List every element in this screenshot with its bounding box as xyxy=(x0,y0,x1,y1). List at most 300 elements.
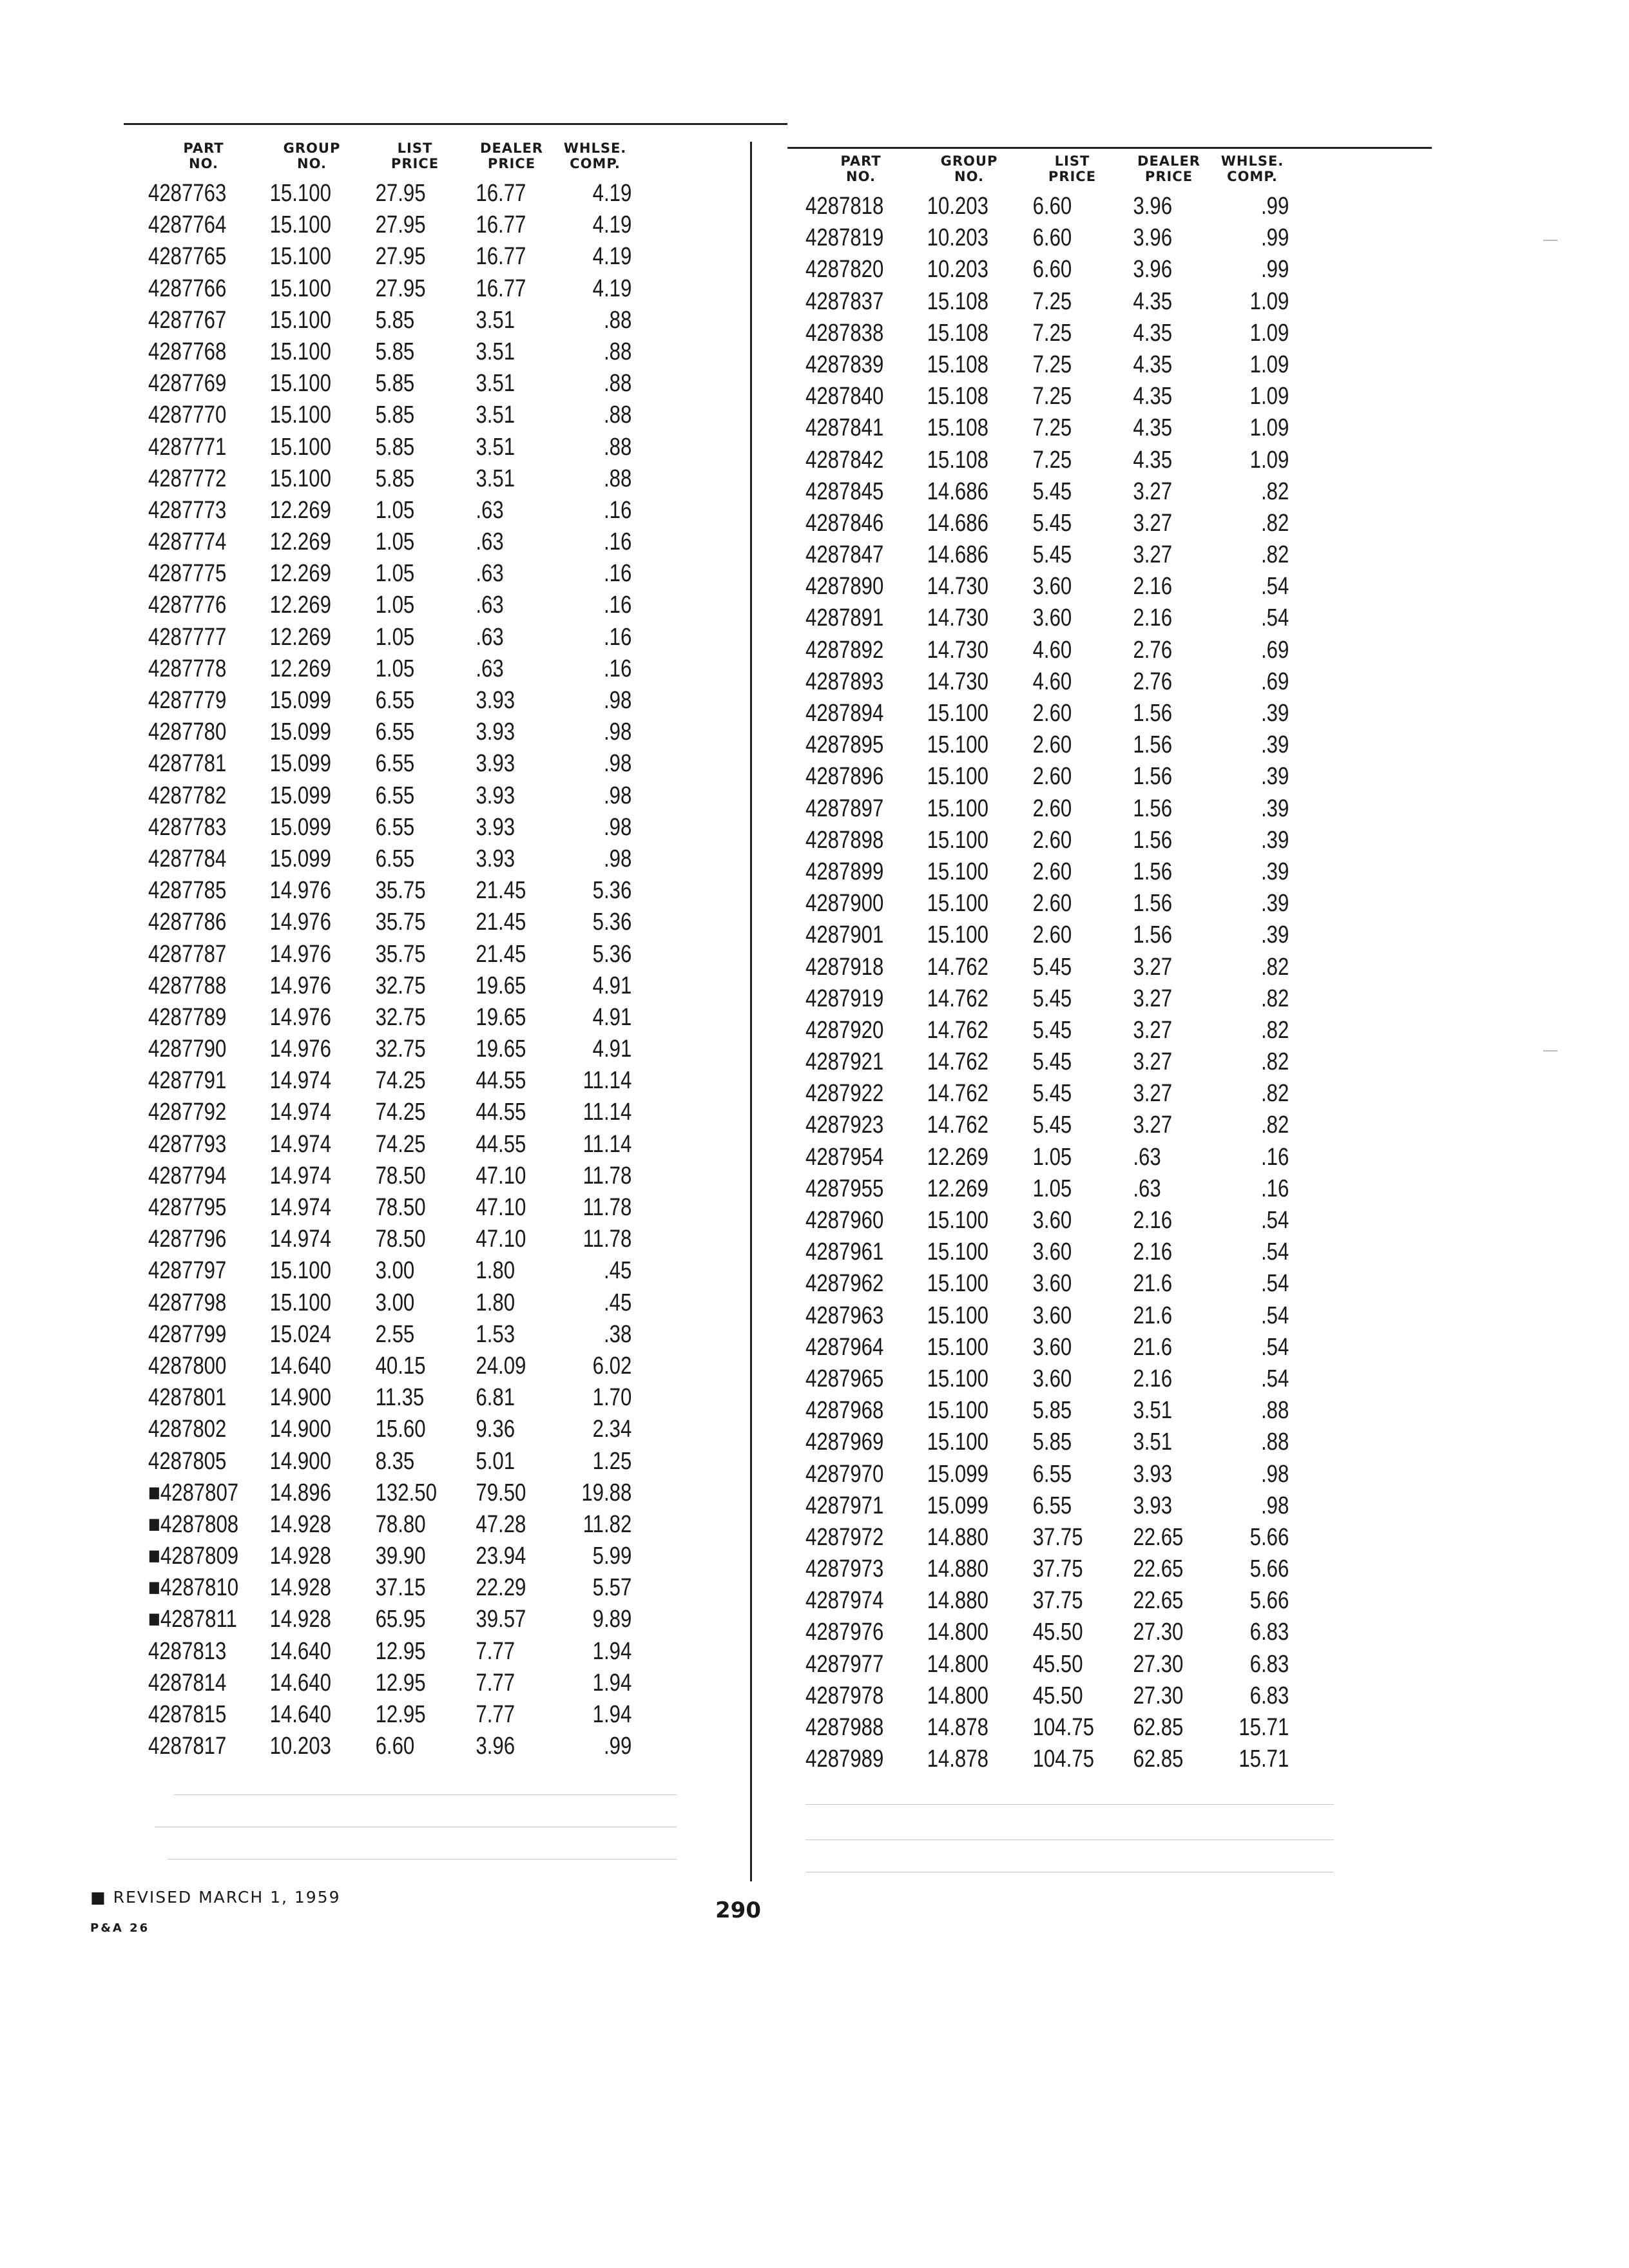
group-no-cell: 14.762 xyxy=(927,1016,988,1044)
group-no-cell: 14.900 xyxy=(269,1384,331,1412)
group-no-cell: 15.100 xyxy=(269,211,331,239)
part-no-cell: 4287793 xyxy=(148,1130,227,1158)
table-row xyxy=(805,1142,1411,1173)
dealer-price-cell: 2.76 xyxy=(1133,668,1173,695)
list-price-cell: 7.25 xyxy=(1032,446,1072,474)
dealer-price-cell: 79.50 xyxy=(476,1479,526,1506)
part-no-cell: 4287922 xyxy=(805,1080,884,1108)
table-row xyxy=(148,241,728,273)
list-price-cell: 5.45 xyxy=(1032,1016,1072,1044)
whlse-comp-cell: 5.66 xyxy=(1249,1587,1289,1615)
group-no-cell: 15.100 xyxy=(927,763,988,791)
whlse-comp-cell: 15.71 xyxy=(1239,1745,1289,1773)
whlse-comp-cell: .16 xyxy=(603,591,632,619)
dealer-price-cell: .63 xyxy=(476,560,504,588)
table-row xyxy=(148,305,728,336)
list-price-cell: 5.45 xyxy=(1032,1080,1072,1108)
group-no-cell: 15.100 xyxy=(927,1270,988,1298)
table-row xyxy=(148,843,728,875)
dealer-price-cell: 2.16 xyxy=(1133,573,1173,601)
group-no-cell: 15.024 xyxy=(269,1320,331,1348)
list-price-cell: 3.60 xyxy=(1032,604,1072,632)
list-price-cell: 12.95 xyxy=(375,1669,426,1696)
dealer-price-cell: 3.27 xyxy=(1133,1016,1173,1044)
table-row xyxy=(805,793,1411,825)
list-price-cell: 74.25 xyxy=(375,1099,426,1126)
dealer-price-cell: .63 xyxy=(476,591,504,619)
table-row xyxy=(148,1477,728,1509)
group-no-cell: 15.108 xyxy=(927,446,988,474)
table-row xyxy=(148,558,728,590)
group-no-cell: 14.928 xyxy=(269,1574,331,1602)
part-no-cell: 4287989 xyxy=(805,1745,884,1773)
dealer-price-cell: 7.77 xyxy=(476,1637,516,1665)
header-list-price: LIST PRICE xyxy=(1048,153,1097,184)
list-price-cell: 5.45 xyxy=(1032,1111,1072,1139)
part-no-cell: 4287763 xyxy=(148,180,227,207)
whlse-comp-cell: 6.83 xyxy=(1249,1682,1289,1709)
dealer-price-cell: 3.51 xyxy=(476,465,516,492)
header-dealer-price: DEALER PRICE xyxy=(1137,153,1200,184)
part-no-cell: 4287819 xyxy=(805,224,884,252)
whlse-comp-cell: 5.66 xyxy=(1249,1555,1289,1583)
whlse-comp-cell: .39 xyxy=(1260,794,1289,822)
list-price-cell: 5.45 xyxy=(1032,953,1072,981)
list-price-cell: 12.95 xyxy=(375,1701,426,1728)
table-row xyxy=(148,1636,728,1667)
list-price-cell: 3.60 xyxy=(1032,1365,1072,1392)
dealer-price-cell: 3.51 xyxy=(476,338,516,365)
table-row xyxy=(148,1224,728,1255)
whlse-comp-cell: .16 xyxy=(603,655,632,682)
dealer-price-cell: 44.55 xyxy=(476,1130,526,1158)
list-price-cell: 6.55 xyxy=(1032,1460,1072,1488)
table-row xyxy=(148,1287,728,1319)
group-no-cell: 15.100 xyxy=(269,1289,331,1316)
dealer-price-cell: 3.93 xyxy=(476,687,516,714)
group-no-cell: 15.100 xyxy=(927,826,988,854)
whlse-comp-cell: 6.02 xyxy=(592,1352,632,1379)
table-row xyxy=(805,254,1411,285)
group-no-cell: 14.974 xyxy=(269,1099,331,1126)
part-no-cell: 4287783 xyxy=(148,813,227,841)
whlse-comp-cell: 11.14 xyxy=(583,1130,632,1158)
table-row xyxy=(148,1097,728,1128)
part-no-cell: 4287920 xyxy=(805,1016,884,1044)
part-no-cell: 4287898 xyxy=(805,826,884,854)
list-price-cell: 4.60 xyxy=(1032,668,1072,695)
group-no-cell: 15.099 xyxy=(927,1492,988,1519)
part-no-cell: 4287794 xyxy=(148,1162,227,1189)
dealer-price-cell: .63 xyxy=(476,655,504,682)
table-row xyxy=(805,602,1411,634)
list-price-cell: 5.85 xyxy=(375,370,415,398)
list-price-cell: 35.75 xyxy=(375,940,426,968)
dealer-price-cell: 3.51 xyxy=(476,433,516,461)
list-price-cell: 39.90 xyxy=(375,1542,426,1570)
table-row xyxy=(148,1002,728,1033)
margin-mark xyxy=(1543,1050,1557,1052)
group-no-cell: 14.800 xyxy=(927,1650,988,1678)
dealer-price-cell: 1.53 xyxy=(476,1320,516,1348)
part-no-cell: 4287977 xyxy=(805,1650,884,1678)
dealer-price-cell: 1.80 xyxy=(476,1289,516,1316)
part-no-cell: 4287901 xyxy=(805,921,884,949)
dealer-price-cell: 2.76 xyxy=(1133,636,1173,664)
table-row xyxy=(805,286,1411,318)
group-no-cell: 14.976 xyxy=(269,1003,331,1031)
group-no-cell: 15.100 xyxy=(269,465,331,492)
group-no-cell: 14.730 xyxy=(927,604,988,632)
part-no-cell: 4287970 xyxy=(805,1460,884,1488)
header-list-price: LIST PRICE xyxy=(390,140,439,171)
dealer-price-cell: 3.93 xyxy=(476,845,516,872)
whlse-comp-cell: 6.83 xyxy=(1249,1650,1289,1678)
table-row xyxy=(805,1205,1411,1236)
group-no-cell: 15.100 xyxy=(927,700,988,727)
dealer-price-cell: 16.77 xyxy=(476,211,526,239)
whlse-comp-cell: .82 xyxy=(1260,1016,1289,1044)
whlse-comp-cell: .54 xyxy=(1260,1270,1289,1298)
table-row xyxy=(148,273,728,305)
dealer-price-cell: 21.45 xyxy=(476,877,526,905)
faint-rule xyxy=(174,1794,677,1795)
whlse-comp-cell: .16 xyxy=(603,623,632,651)
part-no-cell: 4287891 xyxy=(805,604,884,632)
part-no-cell: 4287771 xyxy=(148,433,227,461)
table-row xyxy=(148,685,728,716)
group-no-cell: 15.100 xyxy=(269,1257,331,1285)
dealer-price-cell: 2.16 xyxy=(1133,604,1173,632)
dealer-price-cell: 24.09 xyxy=(476,1352,526,1379)
list-price-cell: 2.60 xyxy=(1032,794,1072,822)
whlse-comp-cell: .54 xyxy=(1260,1365,1289,1392)
part-no-cell: 4287788 xyxy=(148,972,227,999)
table-row xyxy=(805,983,1411,1015)
list-price-cell: 5.85 xyxy=(375,338,415,365)
whlse-comp-cell: .54 xyxy=(1260,604,1289,632)
list-price-cell: 37.75 xyxy=(1032,1555,1083,1583)
group-no-cell: 14.974 xyxy=(269,1225,331,1253)
part-no-cell: 4287776 xyxy=(148,591,227,619)
table-row xyxy=(805,856,1411,888)
dealer-price-cell: 19.65 xyxy=(476,1035,526,1063)
right-column xyxy=(805,153,1411,1775)
group-no-cell: 14.640 xyxy=(269,1352,331,1379)
dealer-price-cell: 3.93 xyxy=(1133,1492,1173,1519)
list-price-cell: 6.60 xyxy=(1032,193,1072,220)
whlse-comp-cell: .54 xyxy=(1260,1333,1289,1361)
list-price-cell: 74.25 xyxy=(375,1067,426,1095)
list-price-cell: 6.55 xyxy=(375,718,415,746)
list-price-cell: 65.95 xyxy=(375,1606,426,1633)
table-row xyxy=(805,1300,1411,1332)
group-no-cell: 14.900 xyxy=(269,1447,331,1475)
group-no-cell: 15.108 xyxy=(927,351,988,378)
part-no-cell: 4287790 xyxy=(148,1035,227,1063)
left-table-body xyxy=(148,178,728,1762)
part-no-cell: 4287770 xyxy=(148,401,227,429)
group-no-cell: 15.100 xyxy=(269,401,331,429)
list-price-cell: 37.75 xyxy=(1032,1523,1083,1551)
table-row xyxy=(805,349,1411,381)
whlse-comp-cell: 4.19 xyxy=(592,211,632,239)
list-price-cell: 5.45 xyxy=(1032,509,1072,537)
table-row xyxy=(148,1255,728,1287)
group-no-cell: 15.099 xyxy=(269,845,331,872)
group-no-cell: 14.928 xyxy=(269,1510,331,1538)
table-row xyxy=(148,1731,728,1762)
part-no-cell: 4287921 xyxy=(805,1048,884,1076)
dealer-price-cell: 62.85 xyxy=(1133,1745,1184,1773)
table-row xyxy=(148,1572,728,1604)
group-no-cell: 12.269 xyxy=(269,496,331,524)
group-no-cell: 14.762 xyxy=(927,1080,988,1108)
whlse-comp-cell: 15.71 xyxy=(1239,1714,1289,1741)
dealer-price-cell: 22.65 xyxy=(1133,1587,1184,1615)
dealer-price-cell: 3.93 xyxy=(476,750,516,778)
table-row xyxy=(805,1078,1411,1110)
header-whlse-comp: WHLSE. COMP. xyxy=(1220,153,1284,184)
group-no-cell: 15.100 xyxy=(927,1333,988,1361)
part-no-cell: 4287841 xyxy=(805,414,884,442)
whlse-comp-cell: .54 xyxy=(1260,1207,1289,1234)
group-no-cell: 15.099 xyxy=(927,1460,988,1488)
part-no-cell: 4287795 xyxy=(148,1194,227,1221)
whlse-comp-cell: .98 xyxy=(603,750,632,778)
dealer-price-cell: 3.27 xyxy=(1133,1111,1173,1139)
group-no-cell: 15.100 xyxy=(927,1397,988,1425)
whlse-comp-cell: .99 xyxy=(1260,256,1289,284)
table-row xyxy=(148,716,728,748)
table-row xyxy=(148,1604,728,1635)
group-no-cell: 12.269 xyxy=(269,528,331,556)
whlse-comp-cell: .98 xyxy=(603,813,632,841)
header-whlse-comp: WHLSE. COMP. xyxy=(563,140,627,171)
part-no-cell: 4287972 xyxy=(805,1523,884,1551)
group-no-cell: 14.730 xyxy=(927,668,988,695)
list-price-cell: 2.60 xyxy=(1032,858,1072,885)
list-price-cell: 27.95 xyxy=(375,274,426,302)
part-no-cell: 4287919 xyxy=(805,985,884,1012)
list-price-cell: 104.75 xyxy=(1032,1714,1094,1741)
table-row xyxy=(805,1332,1411,1363)
group-no-cell: 14.976 xyxy=(269,877,331,905)
dealer-price-cell: 16.77 xyxy=(476,180,526,207)
table-row xyxy=(805,919,1411,951)
whlse-comp-cell: .82 xyxy=(1260,985,1289,1012)
group-no-cell: 14.762 xyxy=(927,953,988,981)
group-no-cell: 15.100 xyxy=(927,921,988,949)
part-no-cell: 4287988 xyxy=(805,1714,884,1741)
whlse-comp-cell: .39 xyxy=(1260,763,1289,791)
table-row xyxy=(805,1744,1411,1775)
table-row xyxy=(148,432,728,463)
group-no-cell: 15.100 xyxy=(927,858,988,885)
list-price-cell: 6.55 xyxy=(375,687,415,714)
part-no-cell: 4287969 xyxy=(805,1428,884,1456)
list-price-cell: 45.50 xyxy=(1032,1650,1083,1678)
group-no-cell: 14.896 xyxy=(269,1479,331,1506)
part-no-cell: 4287971 xyxy=(805,1492,884,1519)
list-price-cell: 3.60 xyxy=(1032,1302,1072,1329)
part-no-cell: 4287769 xyxy=(148,370,227,398)
dealer-price-cell: 6.81 xyxy=(476,1384,516,1412)
margin-mark xyxy=(1543,240,1557,241)
table-row xyxy=(805,825,1411,856)
table-row xyxy=(148,1509,728,1541)
table-row xyxy=(805,445,1411,476)
whlse-comp-cell: .82 xyxy=(1260,477,1289,505)
whlse-comp-cell: 1.09 xyxy=(1249,287,1289,315)
dealer-price-cell: 3.27 xyxy=(1133,509,1173,537)
list-price-cell: 6.60 xyxy=(375,1733,415,1760)
list-price-cell: 7.25 xyxy=(1032,351,1072,378)
whlse-comp-cell: 1.09 xyxy=(1249,319,1289,347)
table-row xyxy=(148,1699,728,1731)
whlse-comp-cell: .99 xyxy=(603,1733,632,1760)
whlse-comp-cell: 9.89 xyxy=(592,1606,632,1633)
left-column-header xyxy=(148,140,728,178)
table-row xyxy=(148,622,728,653)
dealer-price-cell: 3.27 xyxy=(1133,477,1173,505)
dealer-price-cell: 2.16 xyxy=(1133,1207,1173,1234)
part-no-cell: 4287976 xyxy=(805,1619,884,1646)
list-price-cell: 37.75 xyxy=(1032,1587,1083,1615)
list-price-cell: 132.50 xyxy=(375,1479,437,1506)
part-no-cell: 4287842 xyxy=(805,446,884,474)
list-price-cell: 5.45 xyxy=(1032,1048,1072,1076)
part-no-cell: 4287775 xyxy=(148,560,227,588)
dealer-price-cell: 47.10 xyxy=(476,1162,526,1189)
whlse-comp-cell: .69 xyxy=(1260,636,1289,664)
part-no-cell: 4287815 xyxy=(148,1701,227,1728)
group-no-cell: 15.100 xyxy=(269,370,331,398)
list-price-cell: 6.55 xyxy=(375,845,415,872)
whlse-comp-cell: 11.78 xyxy=(583,1225,632,1253)
whlse-comp-cell: 1.25 xyxy=(592,1447,632,1475)
whlse-comp-cell: .98 xyxy=(603,718,632,746)
group-no-cell: 15.100 xyxy=(927,731,988,759)
table-row xyxy=(148,526,728,558)
top-rule-right xyxy=(787,147,1432,149)
whlse-comp-cell: 1.09 xyxy=(1249,414,1289,442)
part-no-cell: ■4287810 xyxy=(148,1574,239,1602)
whlse-comp-cell: 1.94 xyxy=(592,1669,632,1696)
table-row xyxy=(805,1522,1411,1553)
revision-note: ■ REVISED MARCH 1, 1959 xyxy=(90,1888,341,1907)
list-price-cell: 12.95 xyxy=(375,1637,426,1665)
group-no-cell: 14.730 xyxy=(927,636,988,664)
list-price-cell: 1.05 xyxy=(375,623,415,651)
dealer-price-cell: 4.35 xyxy=(1133,383,1173,410)
group-no-cell: 14.974 xyxy=(269,1130,331,1158)
whlse-comp-cell: .45 xyxy=(603,1257,632,1285)
list-price-cell: 5.45 xyxy=(1032,985,1072,1012)
dealer-price-cell: 3.96 xyxy=(476,1733,516,1760)
part-no-cell: 4287805 xyxy=(148,1447,227,1475)
list-price-cell: 2.60 xyxy=(1032,700,1072,727)
dealer-price-cell: 22.29 xyxy=(476,1574,526,1602)
table-row xyxy=(805,1363,1411,1395)
group-no-cell: 15.100 xyxy=(269,433,331,461)
group-no-cell: 14.800 xyxy=(927,1619,988,1646)
table-row xyxy=(148,1065,728,1097)
list-price-cell: 5.85 xyxy=(375,433,415,461)
group-no-cell: 14.878 xyxy=(927,1714,988,1741)
group-no-cell: 14.730 xyxy=(927,573,988,601)
group-no-cell: 15.100 xyxy=(927,794,988,822)
part-no-cell: 4287838 xyxy=(805,319,884,347)
part-no-cell: 4287961 xyxy=(805,1238,884,1266)
list-price-cell: 1.05 xyxy=(375,560,415,588)
dealer-price-cell: 22.65 xyxy=(1133,1523,1184,1551)
table-row xyxy=(148,1414,728,1445)
dealer-price-cell: 3.51 xyxy=(476,401,516,429)
group-no-cell: 15.100 xyxy=(927,890,988,918)
part-no-cell: 4287798 xyxy=(148,1289,227,1316)
whlse-comp-cell: .38 xyxy=(603,1320,632,1348)
part-no-cell: 4287778 xyxy=(148,655,227,682)
whlse-comp-cell: .39 xyxy=(1260,700,1289,727)
list-price-cell: 3.60 xyxy=(1032,1207,1072,1234)
list-price-cell: 1.05 xyxy=(375,496,415,524)
dealer-price-cell: 3.27 xyxy=(1133,953,1173,981)
group-no-cell: 10.203 xyxy=(927,193,988,220)
dealer-price-cell: 1.56 xyxy=(1133,731,1173,759)
dealer-price-cell: 1.56 xyxy=(1133,858,1173,885)
list-price-cell: 78.80 xyxy=(375,1510,426,1538)
part-no-cell: 4287779 xyxy=(148,687,227,714)
dealer-price-cell: 2.16 xyxy=(1133,1238,1173,1266)
list-price-cell: 32.75 xyxy=(375,1035,426,1063)
whlse-comp-cell: 5.36 xyxy=(592,877,632,905)
list-price-cell: 27.95 xyxy=(375,180,426,207)
right-table-body xyxy=(805,191,1411,1775)
part-no-cell: 4287893 xyxy=(805,668,884,695)
list-price-cell: 2.60 xyxy=(1032,763,1072,791)
group-no-cell: 14.900 xyxy=(269,1416,331,1443)
group-no-cell: 15.100 xyxy=(269,180,331,207)
list-price-cell: 6.60 xyxy=(1032,224,1072,252)
table-row xyxy=(805,539,1411,571)
group-no-cell: 15.100 xyxy=(927,1238,988,1266)
list-price-cell: 35.75 xyxy=(375,877,426,905)
part-no-cell: 4287973 xyxy=(805,1555,884,1583)
dealer-price-cell: 3.51 xyxy=(1133,1397,1173,1425)
dealer-price-cell: 3.27 xyxy=(1133,1048,1173,1076)
whlse-comp-cell: .99 xyxy=(1260,224,1289,252)
whlse-comp-cell: 4.19 xyxy=(592,274,632,302)
list-price-cell: 2.60 xyxy=(1032,826,1072,854)
dealer-price-cell: 3.51 xyxy=(476,306,516,334)
dealer-price-cell: 3.93 xyxy=(1133,1460,1173,1488)
part-no-cell: 4287774 xyxy=(148,528,227,556)
part-no-cell: 4287899 xyxy=(805,858,884,885)
list-price-cell: 6.55 xyxy=(375,750,415,778)
table-row xyxy=(805,1490,1411,1522)
part-no-cell: 4287918 xyxy=(805,953,884,981)
list-price-cell: 35.75 xyxy=(375,908,426,936)
table-row xyxy=(148,368,728,399)
whlse-comp-cell: 4.91 xyxy=(592,972,632,999)
whlse-comp-cell: 4.91 xyxy=(592,1035,632,1063)
part-no-cell: 4287960 xyxy=(805,1207,884,1234)
dealer-price-cell: 19.65 xyxy=(476,972,526,999)
dealer-price-cell: 44.55 xyxy=(476,1099,526,1126)
table-row xyxy=(805,729,1411,761)
header-dealer-price: DEALER PRICE xyxy=(480,140,543,171)
